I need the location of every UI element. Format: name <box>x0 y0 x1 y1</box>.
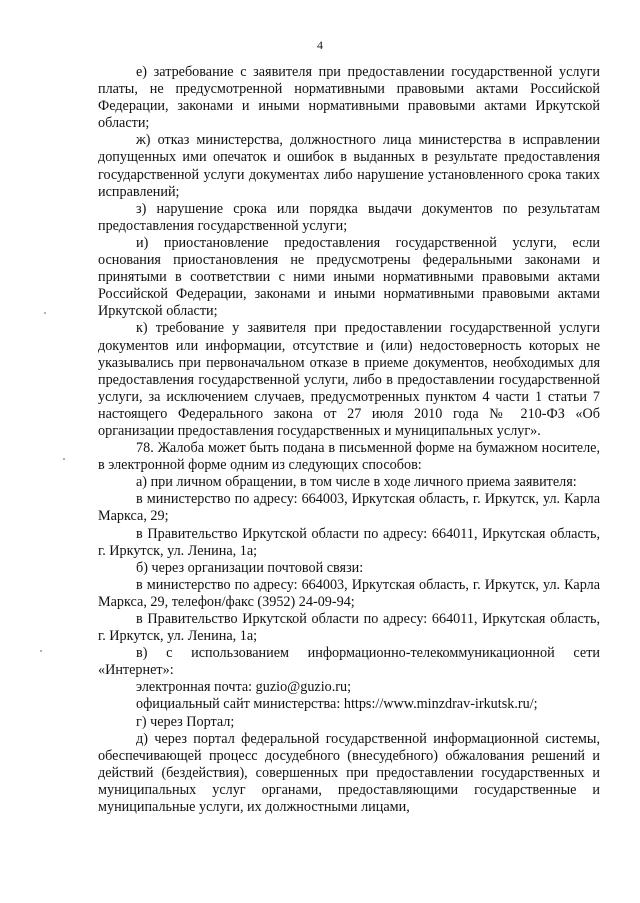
paragraph-b: б) через организации почтовой связи: <box>136 559 364 576</box>
paragraph-a-ministry: в министерство по адресу: 664003, Иркутская область, г. Иркутск, ул. Карла Маркса, 29; <box>98 491 600 525</box>
paragraph-zh: ж) отказ министерства, должностного лица министерства в исправлении допущенных ими опечаток и ошибок в выданных в результате предоставления государственной услуги документах либо нарушение установленного срока таких исправлений; <box>98 132 600 200</box>
paragraph-g: г) через Портал; <box>136 713 235 730</box>
paragraph-i: и) приостановление предоставления государственной услуги, если основания приостановления не предусмотрены федеральными законами и принятыми в соответствии с ними иными нормативными правовыми актами Российской Федерации, законами и иными нормативными правовыми актами Иркутской области; <box>98 234 600 320</box>
scan-speck <box>63 458 65 460</box>
paragraph-78: 78. Жалоба может быть подана в письменной форме на бумажном носителе, в электронной форме одним из следующих способов: <box>98 440 600 474</box>
paragraph-v-website: официальный сайт министерства: https://www.minzdrav-irkutsk.ru/; <box>136 696 538 713</box>
paragraph-v: в) с использованием информационно-телекоммуникационной сети «Интернет»: <box>98 645 600 679</box>
paragraph-e: е) затребование с заявителя при предоставлении государственной услуги платы, не предусмотренной нормативными правовыми актами Российской Федерации, законами и иными нормативными правовыми актами Иркутской области; <box>98 64 600 132</box>
paragraph-a: а) при личном обращении, в том числе в ходе личного приема заявителя: <box>136 474 577 491</box>
scan-speck <box>44 312 46 314</box>
scan-speck <box>40 650 42 652</box>
paragraph-k: к) требование у заявителя при предоставлении государственной услуги документов или информации, отсутствие и (или) недостоверность которых не указывались при первоначальном отказе в приеме документов, необходимых для предоставления государственной услуги, либо в предоставлении государственной услуги, за исключением случаев, предусмотренных пунктом 4 части 1 статьи 7 настоящего Федерального закона от 27 июля 2010 года № 210-ФЗ «Об организации предоставления государственных и муниципальных услуг». <box>98 320 600 439</box>
document-body <box>98 64 600 816</box>
paragraph-b-government: в Правительство Иркутской области по адресу: 664011, Иркутская область, г. Иркутск, ул. Ленина, 1а; <box>98 611 600 645</box>
paragraph-d: д) через портал федеральной государственной информационной системы, обеспечивающей процесс досудебного (внесудебного) обжалования решений и действий (бездействия), совершенных при предоставлении государственных и муниципальных услуг органами, предоставляющими государственные и муниципальные услуги, их должностными лицами, <box>98 730 600 816</box>
paragraph-a-government: в Правительство Иркутской области по адресу: 664011, Иркутская область, г. Иркутск, ул. Ленина, 1а; <box>98 525 600 559</box>
paragraph-z: з) нарушение срока или порядка выдачи документов по результатам предоставления государственной услуги; <box>98 200 600 234</box>
page-number: 4 <box>317 38 323 52</box>
paragraph-b-ministry: в министерство по адресу: 664003, Иркутская область, г. Иркутск, ул. Карла Маркса, 29, телефон/факс (3952) 24-09-94; <box>98 576 600 610</box>
paragraph-v-email: электронная почта: guzio@guzio.ru; <box>136 679 352 696</box>
